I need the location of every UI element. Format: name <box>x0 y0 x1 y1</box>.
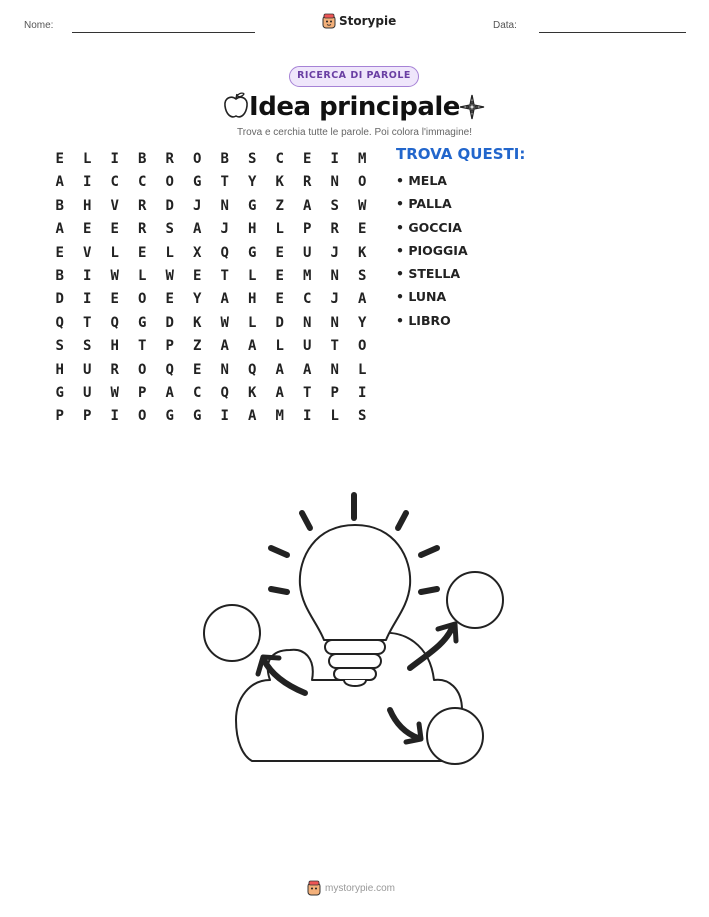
grid-cell[interactable]: W <box>165 267 174 284</box>
grid-cell[interactable]: C <box>110 174 119 191</box>
grid-cell[interactable]: I <box>83 291 92 308</box>
grid-cell[interactable]: S <box>248 151 257 167</box>
storypie-mascot-icon <box>322 13 336 29</box>
grid-cell[interactable]: B <box>55 197 64 214</box>
grid-cell[interactable]: S <box>330 197 339 214</box>
grid-cell[interactable]: V <box>110 197 119 214</box>
grid-cell[interactable]: T <box>220 267 229 284</box>
word-list-item: • LIBRO <box>396 312 451 328</box>
word-list-item: • STELLA <box>396 266 461 282</box>
grid-cell[interactable]: E <box>138 244 147 261</box>
grid-cell[interactable]: L <box>275 338 284 355</box>
word-list-item: • LUNA <box>396 289 447 305</box>
grid-cell[interactable]: A <box>220 338 229 355</box>
grid-cell[interactable]: P <box>165 338 174 355</box>
grid-cell[interactable]: R <box>138 197 147 214</box>
grid-cell[interactable]: O <box>138 291 147 308</box>
grid-cell[interactable]: Y <box>193 291 202 308</box>
grid-cell[interactable]: A <box>358 291 367 308</box>
grid-cell[interactable]: X <box>193 244 202 261</box>
grid-cell[interactable]: T <box>303 384 312 401</box>
grid-cell[interactable]: M <box>358 151 367 167</box>
name-label: Nome: <box>24 20 54 31</box>
brand-name: Storypie <box>339 14 397 28</box>
grid-cell[interactable]: T <box>83 314 92 331</box>
grid-cell[interactable]: A <box>248 408 257 425</box>
grid-cell[interactable]: E <box>165 291 174 308</box>
instructions: Trova e cerchia tutte le parole. Poi colora l'immagine! <box>237 127 472 138</box>
grid-cell[interactable]: P <box>330 384 339 401</box>
grid-cell[interactable]: H <box>55 361 64 378</box>
grid-cell[interactable]: T <box>330 338 339 355</box>
grid-cell[interactable]: P <box>303 221 312 238</box>
brand-logo <box>322 13 396 29</box>
grid-cell[interactable]: O <box>193 151 202 167</box>
grid-cell[interactable]: E <box>193 361 202 378</box>
grid-cell[interactable]: U <box>83 361 92 378</box>
grid-cell[interactable]: C <box>303 291 312 308</box>
grid-row <box>46 335 376 358</box>
grid-cell[interactable]: O <box>358 174 367 191</box>
grid-cell[interactable]: D <box>275 314 284 331</box>
grid-cell[interactable]: S <box>55 338 64 355</box>
grid-cell[interactable]: G <box>193 408 202 425</box>
grid-cell[interactable]: A <box>303 197 312 214</box>
grid-cell[interactable]: N <box>303 314 312 331</box>
grid-cell[interactable]: R <box>303 174 312 191</box>
grid-cell[interactable]: B <box>138 151 147 167</box>
grid-cell[interactable]: Q <box>55 314 64 331</box>
grid-cell[interactable]: A <box>248 338 257 355</box>
word-search-grid <box>46 148 376 429</box>
grid-cell[interactable]: H <box>83 197 92 214</box>
grid-cell[interactable]: Q <box>110 314 119 331</box>
grid-row <box>46 359 376 382</box>
grid-cell[interactable]: O <box>138 361 147 378</box>
grid-row <box>46 288 376 311</box>
grid-cell[interactable]: Y <box>358 314 367 331</box>
grid-cell[interactable]: N <box>330 361 339 378</box>
grid-cell[interactable]: A <box>220 291 229 308</box>
grid-cell[interactable]: I <box>110 408 119 425</box>
grid-row <box>46 382 376 405</box>
grid-cell[interactable]: M <box>275 408 284 425</box>
grid-cell[interactable]: K <box>275 174 284 191</box>
grid-cell[interactable]: A <box>193 221 202 238</box>
word-list-item: • MELA <box>396 173 447 188</box>
grid-cell[interactable]: Q <box>220 384 229 401</box>
word-list-title: TROVA QUESTI: <box>396 145 526 163</box>
grid-cell[interactable]: R <box>138 221 147 238</box>
grid-cell[interactable]: G <box>248 197 257 214</box>
grid-cell[interactable]: N <box>220 197 229 214</box>
grid-cell[interactable]: A <box>275 361 284 378</box>
grid-cell[interactable]: S <box>358 408 367 425</box>
grid-cell[interactable]: B <box>55 267 64 284</box>
grid-cell[interactable]: I <box>110 151 119 167</box>
grid-cell[interactable]: R <box>330 221 339 238</box>
grid-row <box>46 312 376 335</box>
grid-cell[interactable]: G <box>55 384 64 401</box>
grid-cell[interactable]: L <box>358 361 367 378</box>
grid-row <box>46 148 376 171</box>
grid-cell[interactable]: R <box>165 151 174 167</box>
grid-cell[interactable]: H <box>248 221 257 238</box>
grid-cell[interactable]: W <box>110 384 119 401</box>
grid-cell[interactable]: E <box>83 221 92 238</box>
grid-cell[interactable]: I <box>83 174 92 191</box>
grid-cell[interactable]: Z <box>193 338 202 355</box>
grid-cell[interactable]: L <box>83 151 92 167</box>
grid-cell[interactable]: E <box>55 244 64 261</box>
grid-row <box>46 405 376 428</box>
grid-cell[interactable]: D <box>55 291 64 308</box>
grid-cell[interactable]: E <box>193 267 202 284</box>
grid-cell[interactable]: K <box>248 384 257 401</box>
grid-cell[interactable]: E <box>110 221 119 238</box>
grid-cell[interactable]: A <box>275 384 284 401</box>
grid-cell[interactable]: T <box>138 338 147 355</box>
grid-cell[interactable]: L <box>330 408 339 425</box>
name-line[interactable] <box>72 32 255 33</box>
grid-cell[interactable]: A <box>55 221 64 238</box>
footer-url[interactable]: mystorypie.com <box>325 882 396 894</box>
grid-cell[interactable]: L <box>275 221 284 238</box>
page-title: Idea principale <box>249 92 460 122</box>
grid-cell[interactable]: L <box>165 244 174 261</box>
grid-cell[interactable]: C <box>193 384 202 401</box>
grid-cell[interactable]: Q <box>220 244 229 261</box>
grid-cell[interactable]: J <box>330 244 339 261</box>
grid-cell[interactable]: S <box>83 338 92 355</box>
word-list-item: • GOCCIA <box>396 219 462 235</box>
grid-cell[interactable]: A <box>55 174 64 191</box>
grid-cell[interactable]: C <box>275 151 284 167</box>
grid-cell[interactable]: S <box>165 221 174 238</box>
word-list-item: • PIOGGIA <box>396 242 468 258</box>
grid-cell[interactable]: D <box>165 314 174 331</box>
grid-cell[interactable]: E <box>275 291 284 308</box>
grid-cell[interactable]: I <box>303 408 312 425</box>
grid-cell[interactable]: I <box>330 151 339 167</box>
grid-cell[interactable]: I <box>358 384 367 401</box>
storypie-mascot-icon <box>307 880 321 896</box>
grid-cell[interactable]: E <box>55 151 64 167</box>
grid-cell[interactable]: E <box>358 221 367 238</box>
grid-cell[interactable]: E <box>275 267 284 284</box>
grid-cell[interactable]: D <box>165 197 174 214</box>
grid-cell[interactable]: P <box>138 384 147 401</box>
grid-cell[interactable]: L <box>248 314 257 331</box>
lightbulb-cloud-illustration <box>200 488 510 773</box>
grid-cell[interactable]: Z <box>275 197 284 214</box>
grid-cell[interactable]: E <box>303 151 312 167</box>
grid-cell[interactable]: G <box>165 408 174 425</box>
grid-cell[interactable]: J <box>193 197 202 214</box>
grid-row <box>46 265 376 288</box>
grid-cell[interactable]: H <box>248 291 257 308</box>
grid-cell[interactable]: P <box>83 408 92 425</box>
grid-cell[interactable]: W <box>358 197 367 214</box>
grid-cell[interactable]: Q <box>165 361 174 378</box>
grid-cell[interactable]: N <box>220 361 229 378</box>
grid-cell[interactable]: O <box>165 174 174 191</box>
sparkle-star-icon <box>459 94 485 120</box>
grid-cell[interactable]: O <box>358 338 367 355</box>
grid-cell[interactable]: L <box>248 267 257 284</box>
grid-cell[interactable]: N <box>330 267 339 284</box>
grid-row <box>46 171 376 194</box>
grid-cell[interactable]: K <box>358 244 367 261</box>
grid-cell[interactable]: I <box>220 408 229 425</box>
grid-cell[interactable]: N <box>330 174 339 191</box>
grid-row <box>46 195 376 218</box>
grid-cell[interactable]: K <box>193 314 202 331</box>
grid-cell[interactable]: E <box>275 244 284 261</box>
date-label: Data: <box>493 20 517 31</box>
grid-cell[interactable]: G <box>248 244 257 261</box>
grid-cell[interactable]: C <box>138 174 147 191</box>
grid-cell[interactable]: M <box>303 267 312 284</box>
grid-cell[interactable]: Q <box>248 361 257 378</box>
grid-cell[interactable]: O <box>138 408 147 425</box>
grid-cell[interactable]: U <box>303 338 312 355</box>
grid-cell[interactable]: J <box>220 221 229 238</box>
grid-cell[interactable]: U <box>83 384 92 401</box>
date-line[interactable] <box>539 32 686 33</box>
grid-row <box>46 218 376 241</box>
grid-cell[interactable]: G <box>193 174 202 191</box>
footer <box>307 880 395 896</box>
grid-row <box>46 242 376 265</box>
activity-badge: RICERCA DI PAROLE <box>289 66 419 87</box>
grid-cell[interactable]: E <box>110 291 119 308</box>
grid-cell[interactable]: V <box>83 244 92 261</box>
grid-cell[interactable]: W <box>220 314 229 331</box>
grid-cell[interactable]: W <box>110 267 119 284</box>
grid-cell[interactable]: G <box>138 314 147 331</box>
word-list-item: • PALLA <box>396 196 452 212</box>
grid-cell[interactable]: P <box>55 408 64 425</box>
grid-cell[interactable]: U <box>303 244 312 261</box>
grid-cell[interactable]: I <box>83 267 92 284</box>
grid-cell[interactable]: Y <box>248 174 257 191</box>
grid-cell[interactable]: A <box>303 361 312 378</box>
grid-cell[interactable]: T <box>220 174 229 191</box>
grid-cell[interactable]: B <box>220 151 229 167</box>
grid-cell[interactable]: L <box>138 267 147 284</box>
grid-cell[interactable]: S <box>358 267 367 284</box>
grid-cell[interactable]: A <box>165 384 174 401</box>
grid-cell[interactable]: L <box>110 244 119 261</box>
grid-cell[interactable]: H <box>110 338 119 355</box>
grid-cell[interactable]: J <box>330 291 339 308</box>
grid-cell[interactable]: N <box>330 314 339 331</box>
word-list <box>396 171 468 334</box>
grid-cell[interactable]: R <box>110 361 119 378</box>
